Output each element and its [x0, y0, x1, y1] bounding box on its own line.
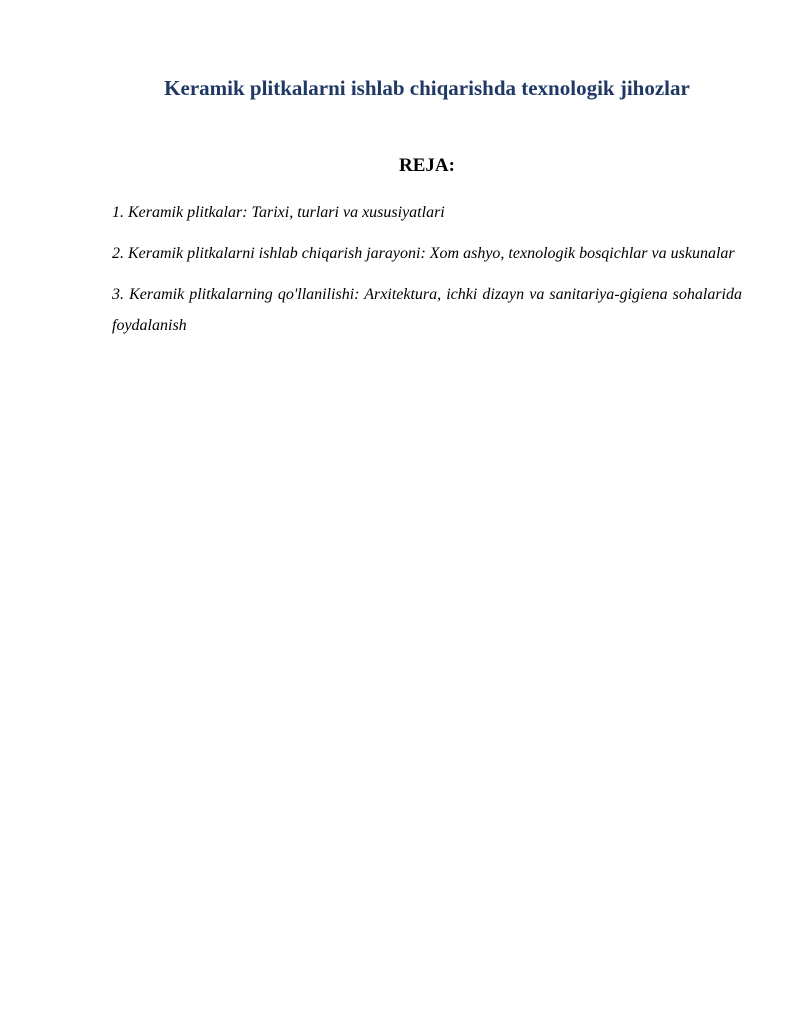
- plan-heading: REJA:: [399, 155, 455, 176]
- plan-item-3: 3. Keramik plitkalarning qo'llanilishi: Arxitektura, ichki dizayn va sanitariya-gigiena sohalarida foydalanish: [112, 286, 742, 334]
- document-title: Keramik plitkalarni ishlab chiqarishda texnologik jihozlar: [164, 76, 690, 100]
- plan-item-2: 2. Keramik plitkalarni ishlab chiqarish jarayoni: Xom ashyo, texnologik bosqichlar va uskunalar: [112, 245, 735, 262]
- plan-item-1: 1. Keramik plitkalar: Tarixi, turlari va xususiyatlari: [112, 204, 445, 221]
- plan-list: [112, 197, 742, 351]
